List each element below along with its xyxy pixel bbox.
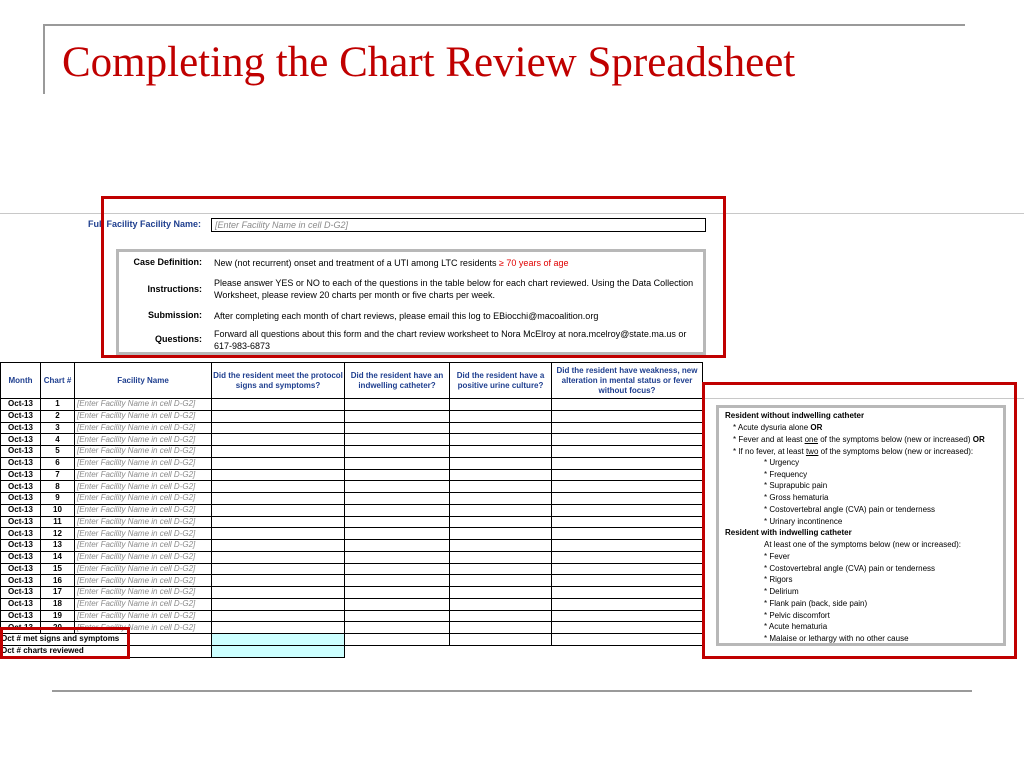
month-cell: Oct-13 bbox=[1, 493, 41, 505]
criteria-symptom: * Acute hematuria bbox=[764, 622, 828, 632]
criteria-heading-catheter: Resident with indwelling catheter bbox=[725, 528, 852, 537]
chart-number-cell: 9 bbox=[41, 493, 75, 505]
criteria-symptom: * Frequency bbox=[764, 469, 808, 479]
table-row bbox=[1, 493, 703, 505]
answer-cell-weakness[interactable] bbox=[552, 481, 703, 493]
answer-cell-signs[interactable] bbox=[212, 540, 345, 552]
slide-title: Completing the Chart Review Spreadsheet bbox=[62, 39, 796, 86]
table-row bbox=[1, 434, 703, 446]
month-cell: Oct-13 bbox=[1, 563, 41, 575]
table-row bbox=[1, 410, 703, 422]
answer-cell-culture[interactable] bbox=[450, 446, 552, 458]
table-row bbox=[1, 469, 703, 481]
facility-name-cell[interactable]: [Enter Facility Name in cell D-G2] bbox=[75, 587, 212, 599]
chart-number-cell: 7 bbox=[41, 469, 75, 481]
facility-name-cell[interactable]: [Enter Facility Name in cell D-G2] bbox=[75, 598, 212, 610]
summary-met-label: Oct # met signs and symptoms bbox=[1, 634, 212, 646]
answer-cell-catheter[interactable] bbox=[345, 434, 450, 446]
answer-cell-catheter[interactable] bbox=[345, 610, 450, 622]
answer-cell-culture[interactable] bbox=[450, 410, 552, 422]
answer-cell-weakness[interactable] bbox=[552, 563, 703, 575]
answer-cell-catheter[interactable] bbox=[345, 446, 450, 458]
chart-number-cell: 2 bbox=[41, 410, 75, 422]
chart-number-cell: 17 bbox=[41, 587, 75, 599]
facility-name-cell[interactable]: [Enter Facility Name in cell D-G2] bbox=[75, 469, 212, 481]
answer-cell-culture[interactable] bbox=[450, 575, 552, 587]
chart-review-table bbox=[0, 362, 703, 658]
table-row bbox=[1, 399, 703, 411]
month-cell: Oct-13 bbox=[1, 622, 41, 634]
criteria-symptom: * Urinary incontinence bbox=[764, 516, 843, 526]
answer-cell-culture[interactable] bbox=[450, 563, 552, 575]
case-definition-label: Case Definition: bbox=[133, 257, 202, 267]
answer-cell-culture[interactable] bbox=[450, 528, 552, 540]
submission-label: Submission: bbox=[147, 310, 202, 320]
annotation-box-header bbox=[101, 196, 726, 358]
chart-number-cell: 3 bbox=[41, 422, 75, 434]
answer-cell-signs[interactable] bbox=[212, 551, 345, 563]
chart-number-cell: 8 bbox=[41, 481, 75, 493]
facility-name-cell[interactable]: [Enter Facility Name in cell D-G2] bbox=[75, 563, 212, 575]
table-row bbox=[1, 528, 703, 540]
facility-name-cell[interactable]: [Enter Facility Name in cell D-G2] bbox=[75, 493, 212, 505]
criteria-intro: At least one of the symptoms below (new or increased): bbox=[764, 540, 961, 549]
answer-cell-weakness[interactable] bbox=[552, 446, 703, 458]
summary-reviewed-label: Oct # charts reviewed bbox=[1, 645, 212, 657]
criteria-symptom: * Suprapubic pain bbox=[764, 481, 828, 491]
col-header-urine-culture: Did the resident have a positive urine culture? bbox=[450, 363, 552, 399]
slide-frame-top bbox=[43, 24, 965, 26]
answer-cell-signs[interactable] bbox=[212, 422, 345, 434]
answer-cell-culture[interactable] bbox=[450, 504, 552, 516]
case-definition-text: New (not recurrent) onset and treatment of a UTI among LTC residents ≥ 70 years of age bbox=[214, 258, 569, 268]
month-cell: Oct-13 bbox=[1, 457, 41, 469]
answer-cell-signs[interactable] bbox=[212, 587, 345, 599]
answer-cell-weakness[interactable] bbox=[552, 575, 703, 587]
col-header-catheter: Did the resident have an indwelling catheter? bbox=[345, 363, 450, 399]
answer-cell-signs[interactable] bbox=[212, 504, 345, 516]
table-row bbox=[1, 575, 703, 587]
answer-cell-culture[interactable] bbox=[450, 469, 552, 481]
facility-name-label: Full Facility Facility Name: bbox=[88, 219, 202, 229]
answer-cell-culture[interactable] bbox=[450, 434, 552, 446]
answer-cell-catheter[interactable] bbox=[345, 493, 450, 505]
answer-cell-culture[interactable] bbox=[450, 622, 552, 634]
answer-cell-weakness[interactable] bbox=[552, 434, 703, 446]
table-row bbox=[1, 551, 703, 563]
answer-cell-culture[interactable] bbox=[450, 551, 552, 563]
criteria-symptom: * Rigors bbox=[764, 575, 793, 585]
month-cell: Oct-13 bbox=[1, 587, 41, 599]
chart-number-cell: 14 bbox=[41, 551, 75, 563]
month-cell: Oct-13 bbox=[1, 422, 41, 434]
month-cell: Oct-13 bbox=[1, 504, 41, 516]
facility-name-cell[interactable]: [Enter Facility Name in cell D-G2] bbox=[75, 516, 212, 528]
answer-cell-culture[interactable] bbox=[450, 399, 552, 411]
chart-number-cell: 5 bbox=[41, 446, 75, 458]
criteria-item: * Fever and at least one of the symptoms below (new or increased) OR bbox=[733, 435, 985, 444]
slide-frame-left bbox=[43, 24, 45, 94]
answer-cell-catheter[interactable] bbox=[345, 504, 450, 516]
answer-cell-culture[interactable] bbox=[450, 422, 552, 434]
annotation-box-criteria bbox=[702, 382, 1017, 659]
facility-name-cell[interactable]: [Enter Facility Name in cell D-G2] bbox=[75, 434, 212, 446]
table-header-row bbox=[1, 363, 703, 399]
table-row bbox=[1, 504, 703, 516]
facility-name-cell[interactable]: [Enter Facility Name in cell D-G2] bbox=[75, 551, 212, 563]
criteria-item: * If no fever, at least two of the symptoms below (new or increased): bbox=[733, 447, 974, 456]
facility-name-cell[interactable]: [Enter Facility Name in cell D-G2] bbox=[75, 610, 212, 622]
empty-cell bbox=[345, 645, 450, 657]
instructions-label: Instructions: bbox=[147, 284, 202, 294]
answer-cell-signs[interactable] bbox=[212, 446, 345, 458]
answer-cell-weakness[interactable] bbox=[552, 598, 703, 610]
submission-text: After completing each month of chart reviews, please email this log to EBiocchi@macoalition.org bbox=[214, 311, 599, 321]
table-row bbox=[1, 563, 703, 575]
chart-number-cell: 4 bbox=[41, 434, 75, 446]
criteria-symptom: * Gross hematuria bbox=[764, 493, 829, 503]
chart-number-cell: 16 bbox=[41, 575, 75, 587]
table-row bbox=[1, 610, 703, 622]
slide-frame-bottom bbox=[52, 690, 972, 692]
facility-name-cell[interactable]: [Enter Facility Name in cell D-G2] bbox=[75, 528, 212, 540]
answer-cell-signs[interactable] bbox=[212, 610, 345, 622]
table-row bbox=[1, 446, 703, 458]
answer-cell-catheter[interactable] bbox=[345, 528, 450, 540]
questions-label: Questions: bbox=[154, 334, 202, 344]
answer-cell-culture[interactable] bbox=[450, 457, 552, 469]
criteria-symptom: * Costovertebral angle (CVA) pain or tenderness bbox=[764, 563, 936, 573]
answer-cell-weakness[interactable] bbox=[552, 399, 703, 411]
answer-cell-culture[interactable] bbox=[450, 481, 552, 493]
answer-cell-signs[interactable] bbox=[212, 399, 345, 411]
instructions-text: Please answer YES or NO to each of the questions in the table below for each chart reviewed. Using the Data Collection Worksheet, please review 20 charts per month or five charts per week. bbox=[214, 278, 694, 300]
facility-name-cell[interactable]: [Enter Facility Name in cell D-G2] bbox=[75, 399, 212, 411]
answer-cell-weakness[interactable] bbox=[552, 457, 703, 469]
month-cell: Oct-13 bbox=[1, 516, 41, 528]
table-row bbox=[1, 587, 703, 599]
criteria-symptom: * Delirium bbox=[764, 587, 799, 597]
criteria-symptom: * Pelvic discomfort bbox=[764, 610, 830, 620]
answer-cell-catheter[interactable] bbox=[345, 587, 450, 599]
chart-number-cell: 18 bbox=[41, 598, 75, 610]
answer-cell-catheter[interactable] bbox=[345, 540, 450, 552]
answer-cell-weakness[interactable] bbox=[552, 422, 703, 434]
answer-cell-signs[interactable] bbox=[212, 434, 345, 446]
answer-cell-weakness[interactable] bbox=[552, 551, 703, 563]
empty-cell bbox=[552, 645, 703, 657]
facility-name-cell[interactable]: [Enter Facility Name in cell D-G2] bbox=[75, 446, 212, 458]
summary-cell[interactable] bbox=[345, 634, 450, 646]
month-cell: Oct-13 bbox=[1, 446, 41, 458]
criteria-symptom: * Malaise or lethargy with no other cause bbox=[764, 633, 909, 643]
summary-cell[interactable] bbox=[552, 634, 703, 646]
criteria-item: * Acute dysuria alone OR bbox=[733, 423, 823, 432]
month-cell: Oct-13 bbox=[1, 575, 41, 587]
answer-cell-signs[interactable] bbox=[212, 598, 345, 610]
month-cell: Oct-13 bbox=[1, 434, 41, 446]
facility-name-cell[interactable]: [Enter Facility Name in cell D-G2] bbox=[75, 457, 212, 469]
table-row bbox=[1, 540, 703, 552]
criteria-symptom: * Urgency bbox=[764, 458, 800, 467]
answer-cell-signs[interactable] bbox=[212, 575, 345, 587]
answer-cell-weakness[interactable] bbox=[552, 540, 703, 552]
facility-name-cell[interactable]: [Enter Facility Name in cell D-G2] bbox=[75, 504, 212, 516]
facility-name-cell[interactable]: [Enter Facility Name in cell D-G2] bbox=[75, 410, 212, 422]
empty-cell bbox=[450, 645, 552, 657]
answer-cell-catheter[interactable] bbox=[345, 551, 450, 563]
facility-name-input[interactable]: [Enter Facility Name in cell D-G2] bbox=[211, 218, 706, 232]
annotation-box-summary bbox=[0, 627, 130, 659]
criteria-symptom: * Flank pain (back, side pain) bbox=[764, 598, 868, 608]
month-cell: Oct-13 bbox=[1, 410, 41, 422]
month-cell: Oct-13 bbox=[1, 399, 41, 411]
table-row bbox=[1, 457, 703, 469]
answer-cell-signs[interactable] bbox=[212, 622, 345, 634]
answer-cell-catheter[interactable] bbox=[345, 598, 450, 610]
answer-cell-culture[interactable] bbox=[450, 516, 552, 528]
criteria-symptom: * Fever bbox=[764, 552, 790, 561]
col-header-weakness: Did the resident have weakness, new alteration in mental status or fever without focus? bbox=[552, 363, 703, 399]
answer-cell-catheter[interactable] bbox=[345, 481, 450, 493]
answer-cell-catheter[interactable] bbox=[345, 516, 450, 528]
answer-cell-signs[interactable] bbox=[212, 528, 345, 540]
col-header-month: Month bbox=[1, 363, 41, 399]
answer-cell-signs[interactable] bbox=[212, 481, 345, 493]
answer-cell-catheter[interactable] bbox=[345, 622, 450, 634]
chart-number-cell: 13 bbox=[41, 540, 75, 552]
answer-cell-weakness[interactable] bbox=[552, 516, 703, 528]
answer-cell-catheter[interactable] bbox=[345, 399, 450, 411]
chart-number-cell: 12 bbox=[41, 528, 75, 540]
answer-cell-culture[interactable] bbox=[450, 540, 552, 552]
questions-text: Forward all questions about this form and the chart review worksheet to Nora McElroy at nora.mcelroy@state.ma.us or 617-983-6873 bbox=[214, 329, 687, 351]
answer-cell-catheter[interactable] bbox=[345, 575, 450, 587]
month-cell: Oct-13 bbox=[1, 469, 41, 481]
facility-name-cell[interactable]: [Enter Facility Name in cell D-G2] bbox=[75, 575, 212, 587]
criteria-heading-no-catheter: Resident without indwelling catheter bbox=[725, 411, 865, 420]
summary-met-cell[interactable] bbox=[212, 634, 345, 646]
col-header-chart: Chart # bbox=[41, 363, 75, 399]
table-row bbox=[1, 516, 703, 528]
answer-cell-weakness[interactable] bbox=[552, 587, 703, 599]
chart-number-cell: 11 bbox=[41, 516, 75, 528]
table-row bbox=[1, 481, 703, 493]
answer-cell-weakness[interactable] bbox=[552, 622, 703, 634]
answer-cell-signs[interactable] bbox=[212, 469, 345, 481]
facility-name-cell[interactable]: [Enter Facility Name in cell D-G2] bbox=[75, 622, 212, 634]
answer-cell-culture[interactable] bbox=[450, 493, 552, 505]
chart-number-cell: 20 bbox=[41, 622, 75, 634]
month-cell: Oct-13 bbox=[1, 540, 41, 552]
chart-number-cell: 1 bbox=[41, 399, 75, 411]
month-cell: Oct-13 bbox=[1, 481, 41, 493]
col-header-facility: Facility Name bbox=[75, 363, 212, 399]
answer-cell-weakness[interactable] bbox=[552, 504, 703, 516]
answer-cell-catheter[interactable] bbox=[345, 469, 450, 481]
facility-name-cell[interactable]: [Enter Facility Name in cell D-G2] bbox=[75, 540, 212, 552]
facility-name-cell[interactable]: [Enter Facility Name in cell D-G2] bbox=[75, 422, 212, 434]
answer-cell-weakness[interactable] bbox=[552, 528, 703, 540]
chart-number-cell: 19 bbox=[41, 610, 75, 622]
chart-number-cell: 10 bbox=[41, 504, 75, 516]
answer-cell-weakness[interactable] bbox=[552, 610, 703, 622]
answer-cell-signs[interactable] bbox=[212, 410, 345, 422]
summary-cell[interactable] bbox=[450, 634, 552, 646]
facility-name-cell[interactable]: [Enter Facility Name in cell D-G2] bbox=[75, 481, 212, 493]
criteria-symptom: * Costovertebral angle (CVA) pain or tenderness bbox=[764, 504, 936, 514]
summary-reviewed-cell[interactable] bbox=[212, 645, 345, 657]
month-cell: Oct-13 bbox=[1, 610, 41, 622]
col-header-signs-symptoms: Did the resident meet the protocol signs and symptoms? bbox=[212, 363, 345, 399]
answer-cell-culture[interactable] bbox=[450, 598, 552, 610]
chart-number-cell: 6 bbox=[41, 457, 75, 469]
table-row bbox=[1, 422, 703, 434]
answer-cell-signs[interactable] bbox=[212, 457, 345, 469]
month-cell: Oct-13 bbox=[1, 551, 41, 563]
answer-cell-catheter[interactable] bbox=[345, 410, 450, 422]
chart-number-cell: 15 bbox=[41, 563, 75, 575]
answer-cell-signs[interactable] bbox=[212, 563, 345, 575]
answer-cell-signs[interactable] bbox=[212, 516, 345, 528]
age-criterion: ≥ 70 years of age bbox=[498, 258, 569, 268]
answer-cell-catheter[interactable] bbox=[345, 457, 450, 469]
answer-cell-catheter[interactable] bbox=[345, 422, 450, 434]
answer-cell-weakness[interactable] bbox=[552, 493, 703, 505]
answer-cell-culture[interactable] bbox=[450, 587, 552, 599]
answer-cell-weakness[interactable] bbox=[552, 410, 703, 422]
month-cell: Oct-13 bbox=[1, 528, 41, 540]
answer-cell-culture[interactable] bbox=[450, 610, 552, 622]
answer-cell-weakness[interactable] bbox=[552, 469, 703, 481]
month-cell: Oct-13 bbox=[1, 598, 41, 610]
table-row bbox=[1, 598, 703, 610]
answer-cell-catheter[interactable] bbox=[345, 563, 450, 575]
answer-cell-signs[interactable] bbox=[212, 493, 345, 505]
